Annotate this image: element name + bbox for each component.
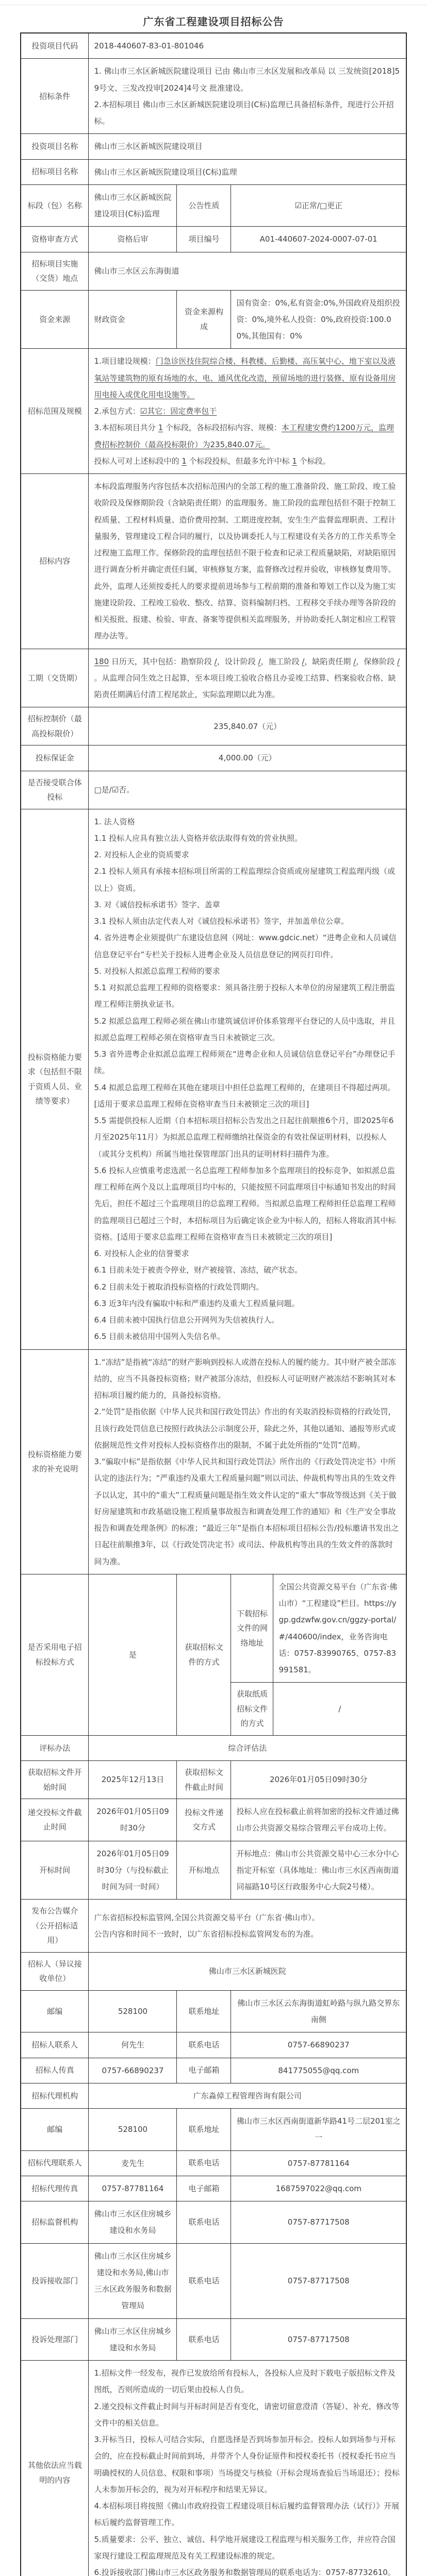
complaint-handling-phone-value: 0757-87717508 xyxy=(231,2318,406,2361)
complaint-handling-value: 佛山市三水区住房城乡建设和水务局 xyxy=(89,2318,177,2361)
row-label-qualification-requirements: 投标资格能力要求（包括但不限于资质人员、业绩等要求） xyxy=(21,809,89,1349)
table-row xyxy=(21,1900,406,1953)
table-row xyxy=(21,134,406,159)
supervision-org-value: 佛山市三水区住房城乡建设和水务局 xyxy=(89,2201,177,2244)
bid-bond-value: 4,000.00（元） xyxy=(89,745,406,771)
row-label-tenderer: 招标人（异议接收单位） xyxy=(21,1952,89,1990)
table-row xyxy=(21,1761,406,1799)
agency-phone-value: 0757-87781164 xyxy=(231,2150,406,2176)
row-label-location: 招标项目实施（交货）地点 xyxy=(21,252,89,290)
project-number-value: A01-440607-2024-0007-07-01 xyxy=(231,227,406,252)
row-label-tenderer-address: 联系地址 xyxy=(177,1990,231,2032)
row-label-agency-fax: 招标代理传真 xyxy=(21,2176,89,2201)
table-row xyxy=(21,771,406,809)
qualification-supplement-value: 1.“冻结”是指被“冻结”的财产影响到投标人或潜在投标人的履约能力。其中财产被全部冻结的，应当不具备投标资格；财产被部分冻结，但投标人可证明财产被冻结不影响其对本招标项目履约能力的，具备投标资格。 2.“处罚”是指依据《中华人民共和国行政处罚法》作出的有关取消投标资格的行政处罚，且该行政处罚信息已按照行政执法公示制度公开，除此之外，其他以通知、通报等形式或依据规范性文件对投标人投标资格作出的限制，不属于此处所指的“处罚”范畴。 3.“骗取中标”是指依据《中华人民共和国行政处罚法》所作出的《行政处罚决定书》中所认定的违法行为；“严重违约及重大工程质量问题”则以司法、仲裁机构等出具的生效文件予以认定，其中的“重大”工程质量问题是指生效文件认定的“重大”事故等级达到《关于做好房屋建筑和市政基础设施工程质量事故报告和调查处理工作的通知》和《生产安全事故报告和调查处理条例》的标准；“最近三年”是指自本招标项目招标公告/投标邀请书发出之日起往前顺推3年，以《行政处罚决定书》或司法、仲裁机构等出具的生效文件的落款时间为准。 xyxy=(89,1349,406,1574)
download-url-value: 全国公共资源交易平台（广东省·佛山市）“工程建设”栏目。https://ygp.gdzwfw.gov.cn/ggzy-portal/#/440600/index，业务咨询电话：0757-83990765、0757-83991581。 xyxy=(273,1574,406,1683)
supervision-phone-value: 0757-87717508 xyxy=(231,2201,406,2244)
row-label-other-content: 其他依法应当载明的内容 xyxy=(21,2361,89,2576)
row-label-tenderer-phone: 联系电话 xyxy=(177,2032,231,2058)
row-label-agency-postcode: 邮编 xyxy=(21,2109,89,2151)
table-row xyxy=(21,184,406,227)
table-row xyxy=(21,2109,406,2151)
row-label-duration: 工期（交货期） xyxy=(21,649,89,707)
row-label-fund-composition: 资金来源构成 xyxy=(177,290,231,349)
row-label-obtain-method: 获取招标文件的方式 xyxy=(177,1574,231,1735)
table-row xyxy=(21,1990,406,2032)
submit-method-value: 投标人应在投标截止前将加密的投标文件通过佛山市公共资源交易综合管理云平台成功上传。 xyxy=(231,1799,406,1841)
notice-nature-value: ☑正常/□更正 xyxy=(231,184,406,227)
table-row xyxy=(21,2318,406,2361)
investment-project-name-value: 佛山市三水区新城医院建设项目 xyxy=(89,134,406,159)
table-row xyxy=(21,2083,406,2108)
page-title: 广东省工程建设项目招标公告 xyxy=(0,13,427,28)
tenderer-email-value: 841775055@qq.com xyxy=(231,2058,406,2083)
row-label-tenderer-postcode: 邮编 xyxy=(21,1990,89,2032)
row-label-agency-phone: 联系电话 xyxy=(177,2150,231,2176)
table-row xyxy=(21,1952,406,1990)
tenderer-value: 佛山市三水区新城医院 xyxy=(89,1952,406,1990)
control-price-value: 235,840.07（元） xyxy=(89,707,406,745)
table-row xyxy=(21,2243,406,2318)
table-row xyxy=(21,2201,406,2244)
row-label-tender-conditions: 招标条件 xyxy=(21,59,89,134)
row-label-scope: 招标范围及规模 xyxy=(21,349,89,474)
row-label-control-price: 招标控制价（最高投标限价） xyxy=(21,707,89,745)
agency-email-value: 1687597022@qq.com xyxy=(231,2176,406,2201)
row-label-doc-obtain-start: 获取招标文件开始时间 xyxy=(21,1761,89,1799)
table-row xyxy=(21,1735,406,1760)
tender-announcement-table xyxy=(20,32,407,2576)
row-label-complaint-receiving-phone: 联系电话 xyxy=(177,2243,231,2318)
table-row xyxy=(21,2176,406,2201)
location-value: 佛山市三水区云东海街道 xyxy=(89,252,406,290)
row-label-investment-project-name: 投资项目名称 xyxy=(21,134,89,159)
agency-fax-value: 0757-87781164 xyxy=(89,2176,177,2201)
row-label-agency-email: 电子邮箱 xyxy=(177,2176,231,2201)
row-label-complaint-receiving: 投诉接收部门 xyxy=(21,2243,89,2318)
row-label-notice-nature: 公告性质 xyxy=(177,184,231,227)
table-row xyxy=(21,474,406,649)
table-row xyxy=(21,2058,406,2083)
row-label-agency-address: 联系地址 xyxy=(177,2109,231,2151)
row-label-supervision-phone: 联系电话 xyxy=(177,2201,231,2244)
table-row xyxy=(21,290,406,349)
project-code-value: 2018-440607-83-01-801046 xyxy=(89,33,406,59)
row-label-project-code: 投资项目代码 xyxy=(21,33,89,59)
paper-method-value: / xyxy=(273,1683,406,1736)
row-label-tenderer-email: 电子邮箱 xyxy=(177,2058,231,2083)
doc-obtain-start-value: 2025年12月13日 xyxy=(89,1761,177,1799)
complaint-receiving-value: 佛山市三水区住房城乡建设和水务局,佛山市三水区政务服务和数据管理局 xyxy=(89,2243,177,2318)
tenderer-fax-value: 0757-66890237 xyxy=(89,2058,177,2083)
table-row xyxy=(21,227,406,252)
row-label-submit-method: 投标文件递交方式 xyxy=(177,1799,231,1841)
fund-source-value: 财政资金 xyxy=(89,290,177,349)
table-row xyxy=(21,745,406,771)
table-row xyxy=(21,1574,406,1683)
table-row xyxy=(21,1349,406,1574)
row-label-tender-project-name: 招标项目名称 xyxy=(21,159,89,184)
row-label-bid-opening-time: 开标时间 xyxy=(21,1841,89,1900)
table-row xyxy=(21,2361,406,2576)
fund-composition-value: 国有资金：0%,私有资金:0%,外国政府及组织投资：0%,境外私人投资：0%,政府投资:100.00%,其他国有：0% xyxy=(231,290,406,349)
row-label-qualification-method: 资格审查方式 xyxy=(21,227,89,252)
bid-opening-place-value: 开标地点：佛山市公共资源交易中心三水分中心指定开标室（具体地址：佛山市三水区西南街道同福路10号区行政服务中心大院2号楼）。 xyxy=(231,1841,406,1900)
row-label-complaint-handling: 投诉处理部门 xyxy=(21,2318,89,2361)
other-content-value: 1.招标文件一经发布，视作已发放给所有投标人，各投标人应及时下载电子版招标文件及图纸，否则所造成的一切后果由投标人自负。 2.递交投标文件截止时间与开标时间是否有变化，请密切留意澄清（答疑）、补充、修改等文件中的相关信息。 3.开标当日，投标人可结合实际，自愿选择是否到场参加开标会。投标人如到场参与开标会的，应在投标截止时间前到场，并带齐个人身份证原件和授权委托书（授权委托书应当明确授权的人员信息、权限和事项）当场提交与核验（开标会现场查验后当场退还）；投标人未参加开标会的，视为对开标程序和结果无异议。 4.本招标项目将按照《佛山市政府投资工程建设项目标后履约监督管理办法（试行）》开展标后履约监督管理工作。 5.质量要求：公平、独立、诚信、科学地开展建设工程监理与相关服务工作，并应符合国家现行建设工程监理规范及有关工程建设标准的规定。 6.投诉接收部门佛山市三水区政务服务和数据管理局的联系电话为：0757-87732610。 xyxy=(89,2361,406,2576)
row-label-consortium: 是否接受联合体投标 xyxy=(21,771,89,809)
row-label-doc-obtain-end: 获取招标文件截止时间 xyxy=(177,1761,231,1799)
tenderer-postcode-value: 528100 xyxy=(89,1990,177,2032)
row-label-fund-source: 资金来源 xyxy=(21,290,89,349)
consortium-value: □是/☑否。 xyxy=(89,771,406,809)
row-label-paper-method: 获取纸质招标文件的方式 xyxy=(231,1683,273,1736)
bid-opening-time-value: 2026年01月05日09时30分（与投标截止时间为同一时间） xyxy=(89,1841,177,1900)
complaint-receiving-phone-value: 0757-87717508 xyxy=(231,2243,406,2318)
table-row xyxy=(21,2032,406,2058)
table-row xyxy=(21,349,406,474)
announcement-media-value: 广东省招标投标监管网,全国公共资源交易平台（广东省·佛山市）。 公告内容和时间不一致时，以广东省招标投标监管网发布的为准。 xyxy=(89,1900,406,1953)
table-row xyxy=(21,59,406,134)
tender-project-name-value: 佛山市三水区新城医院建设项目(C标)监理 xyxy=(89,159,406,184)
row-label-supervision-org: 招标监督机构 xyxy=(21,2201,89,2244)
table-row xyxy=(21,649,406,707)
electronic-value: 是 xyxy=(89,1574,177,1735)
evaluation-method-value: 综合评估法 xyxy=(89,1735,406,1760)
tenderer-address-value: 佛山市三水区云东海街道虹岭路与纵九路交界东南侧 xyxy=(231,1990,406,2032)
row-label-electronic: 是否采用电子招标投标方式 xyxy=(21,1574,89,1735)
row-label-tenderer-fax: 招标人传真 xyxy=(21,2058,89,2083)
doc-obtain-end-value: 2026年01月05日09时30分 xyxy=(231,1761,406,1799)
table-row xyxy=(21,33,406,59)
table-row xyxy=(21,1841,406,1900)
scope-value: 1.项目建设规模：门急诊医技住院综合楼、科教楼、后勤楼、高压氧中心、地下室以及液氧站等建筑物的原有场地的水、电、通风优化改造，预留场地的进行装修、原有设备用房用电接入或优化用电设施等。 2.承包方式：☑其它：固定费率包干 3.本招标项目共分 1 个标段，各标段招标内容、规模：本工程建安费约1200万元，监理费招标控制价（最高投标限价）为235,840.07元。 投标人可对上述标段中的 1 个标段投标，但最多允许中标 1 个标段。 xyxy=(89,349,406,474)
table-row xyxy=(21,1799,406,1841)
table-row xyxy=(21,2150,406,2176)
section-name-value: 佛山市三水区新城医院建设项目(C标)监理 xyxy=(89,184,177,227)
qualification-method-value: 资格后审 xyxy=(89,227,177,252)
row-label-evaluation-method: 评标办法 xyxy=(21,1735,89,1760)
tenderer-phone-value: 0757-66890237 xyxy=(231,2032,406,2058)
table-row xyxy=(21,707,406,745)
duration-value: 180 日历天，其中包括：勘察阶段 /，设计阶段 /，施工阶段 /，缺陷责任期 /，保修阶段 / 。从监理合同生效之日起算，至本项目竣工验收合格且办妥竣工结算、档案验收合格、缺陷责任期满后付清工程尾款止，实际监理期以此为准。 xyxy=(89,649,406,707)
row-label-bid-opening-place: 开标地点 xyxy=(177,1841,231,1900)
row-label-project-number: 项目编号 xyxy=(177,227,231,252)
tenderer-contact-value: 何先生 xyxy=(89,2032,177,2058)
row-label-complaint-handling-phone: 联系电话 xyxy=(177,2318,231,2361)
agency-value: 广东淼倬工程管理咨询有限公司 xyxy=(89,2083,406,2108)
tender-conditions-value: 1. 佛山市三水区新城医院建设项目 已由 佛山市三水区发展和改革局 以 三发统资[2018]59号文、三发改投审[2024]4号文 批准建设。 2.本招标项目 佛山市三水区新城医院建设项目(C标)监理已具备招标条件，现进行公开招标。 xyxy=(89,59,406,134)
row-label-agency: 招标代理机构 xyxy=(21,2083,89,2108)
agency-postcode-value: 528100 xyxy=(89,2109,177,2151)
table-row xyxy=(21,159,406,184)
row-label-qualification-supplement: 投标资格能力要求的补充说明 xyxy=(21,1349,89,1574)
row-label-bid-submit-deadline: 递交投标文件截止时间 xyxy=(21,1799,89,1841)
row-label-announcement-media: 发布公告媒介（公开招标适用） xyxy=(21,1900,89,1953)
table-row xyxy=(21,809,406,1349)
content-value: 本标段监理服务内容包括本次招标范围内的全部工程的施工准备阶段、施工阶段、竣工验收阶段及保修期阶段（含缺陷责任期）的监理服务。施工阶段的监理包括但不限于控制工程质量、工程材料质量、造价费用控制、工期进度控制，安生生产监督监理职责、工程计量服务，管理建设工程合同的履行，以及协调委托人与工程建设有关各方的工作关系等全过程施工监理工作。保修阶段的监理包括但不限于检查和记录工程质量缺陷，对缺陷原因进行调查分析并确定责任归属，审核修复方案，监督修改过程并验收，审核修复费用等。此外，监理人还须按委托人的要求提前进场参与工程前期的准备和筹划工作以及为施工实施建设阶段、工程竣工验收、整改、结算、资料编制归档、工程移交手续办理等各阶段的相关报批、报建、检验、审查、备案等提供相关监理服务，并协助委托人制定相应工程管理办法等。 xyxy=(89,474,406,649)
agency-contact-value: 麦先生 xyxy=(89,2150,177,2176)
row-label-tenderer-contact: 招标人联系人 xyxy=(21,2032,89,2058)
qualification-requirements-value: 1. 法人资格 1.1 投标人应具有独立法人资格并依法取得有效的营业执照。 2. 对投标人企业的资质要求 2.1 投标人须具有承接本招标项目所需的工程监理综合资质或房屋建筑工程监理丙级（或以上）资质。 3. 对《诚信投标承诺书》签字、盖章 3.1 投标人须由法定代表人对《诚信投标承诺书》签字，并加盖单位公章。 4. 省外进粤企业须提供广东建设信息网（网址：www.gdcic.net）“进粤企业和人员诚信信息登记平台”专栏关于投标人进粤企业及人员信息登记的网页打印件。 5. 对投标人拟派总监理工程师的要求 5.1 对拟派总监理工程师的资格要求：须具备注册于投标人本单位的房屋建筑工程注册监理工程师注册执业证书。 5.2 拟派总监理工程师必须在佛山市建筑诚信评价体系管理平台登记的人员中选取，并且拟派总监理工程师必须在资格审查当日未被锁定三次。 5.3 省外进粤企业拟派总监理工程师须在“进粤企业和人员诚信信息登记平台”办理登记手续。 5.4 拟派总监理工程师在其他在建项目中担任总监理工程师的，在建项目不得超过两项。[适用于要求总监理工程师在资格审查当日未被锁定三次的项目] 5.5 需提供投标人近期（自本招标项目招标公告发出之日起往前顺推6个月，即2025年6月至2025年11月）为拟派总监理工程师缴纳社保资金的有效社保证明材料，以投标人（或其分支机构）所属当地社保管理部门出具的证明材料扫描件为准。 5.6 投标人应慎重考虑选派一名总监理工程师参加多个监理项目的投标竞争，如拟派总监理工程师在两个及以上监理项目均中标的，只能按照不同监理项目中标通知书发出的时间先后，担任不超过三个监理项目的总监理工程师。当拟派总监理工程师担任总监理工程师的监理项目已超过三个时，本招标项目为后确定该企业为中标人的，招标人将取消其中标资格。[适用于要求总监理工程师在资格审查当日未被锁定三次的项目] 6. 对投标人企业的信誉要求 6.1 目前未处于被责令停业，财产被接管、冻结，破产状态。 6.2 目前未处于被取消投标资格的行政处罚期内。 6.3 近3年内没有骗取中标和严重违约及重大工程质量问题。 6.4 目前未被中国执行信息公开网列为失信被执行人。 6.5 目前未被信用中国列入失信名单。 xyxy=(89,809,406,1349)
row-label-content: 招标内容 xyxy=(21,474,89,649)
row-label-section-name: 标段（包）名称 xyxy=(21,184,89,227)
agency-address-value: 佛山市三水区西南街道新华路41号二层201室之一 xyxy=(231,2109,406,2151)
row-label-download-url: 下载招标文件的网络地址 xyxy=(231,1574,273,1683)
bid-submit-deadline-value: 2026年01月05日09时30分 xyxy=(89,1799,177,1841)
table-row xyxy=(21,252,406,290)
row-label-agency-contact: 招标代理联系人 xyxy=(21,2150,89,2176)
row-label-bid-bond: 投标保证金 xyxy=(21,745,89,771)
